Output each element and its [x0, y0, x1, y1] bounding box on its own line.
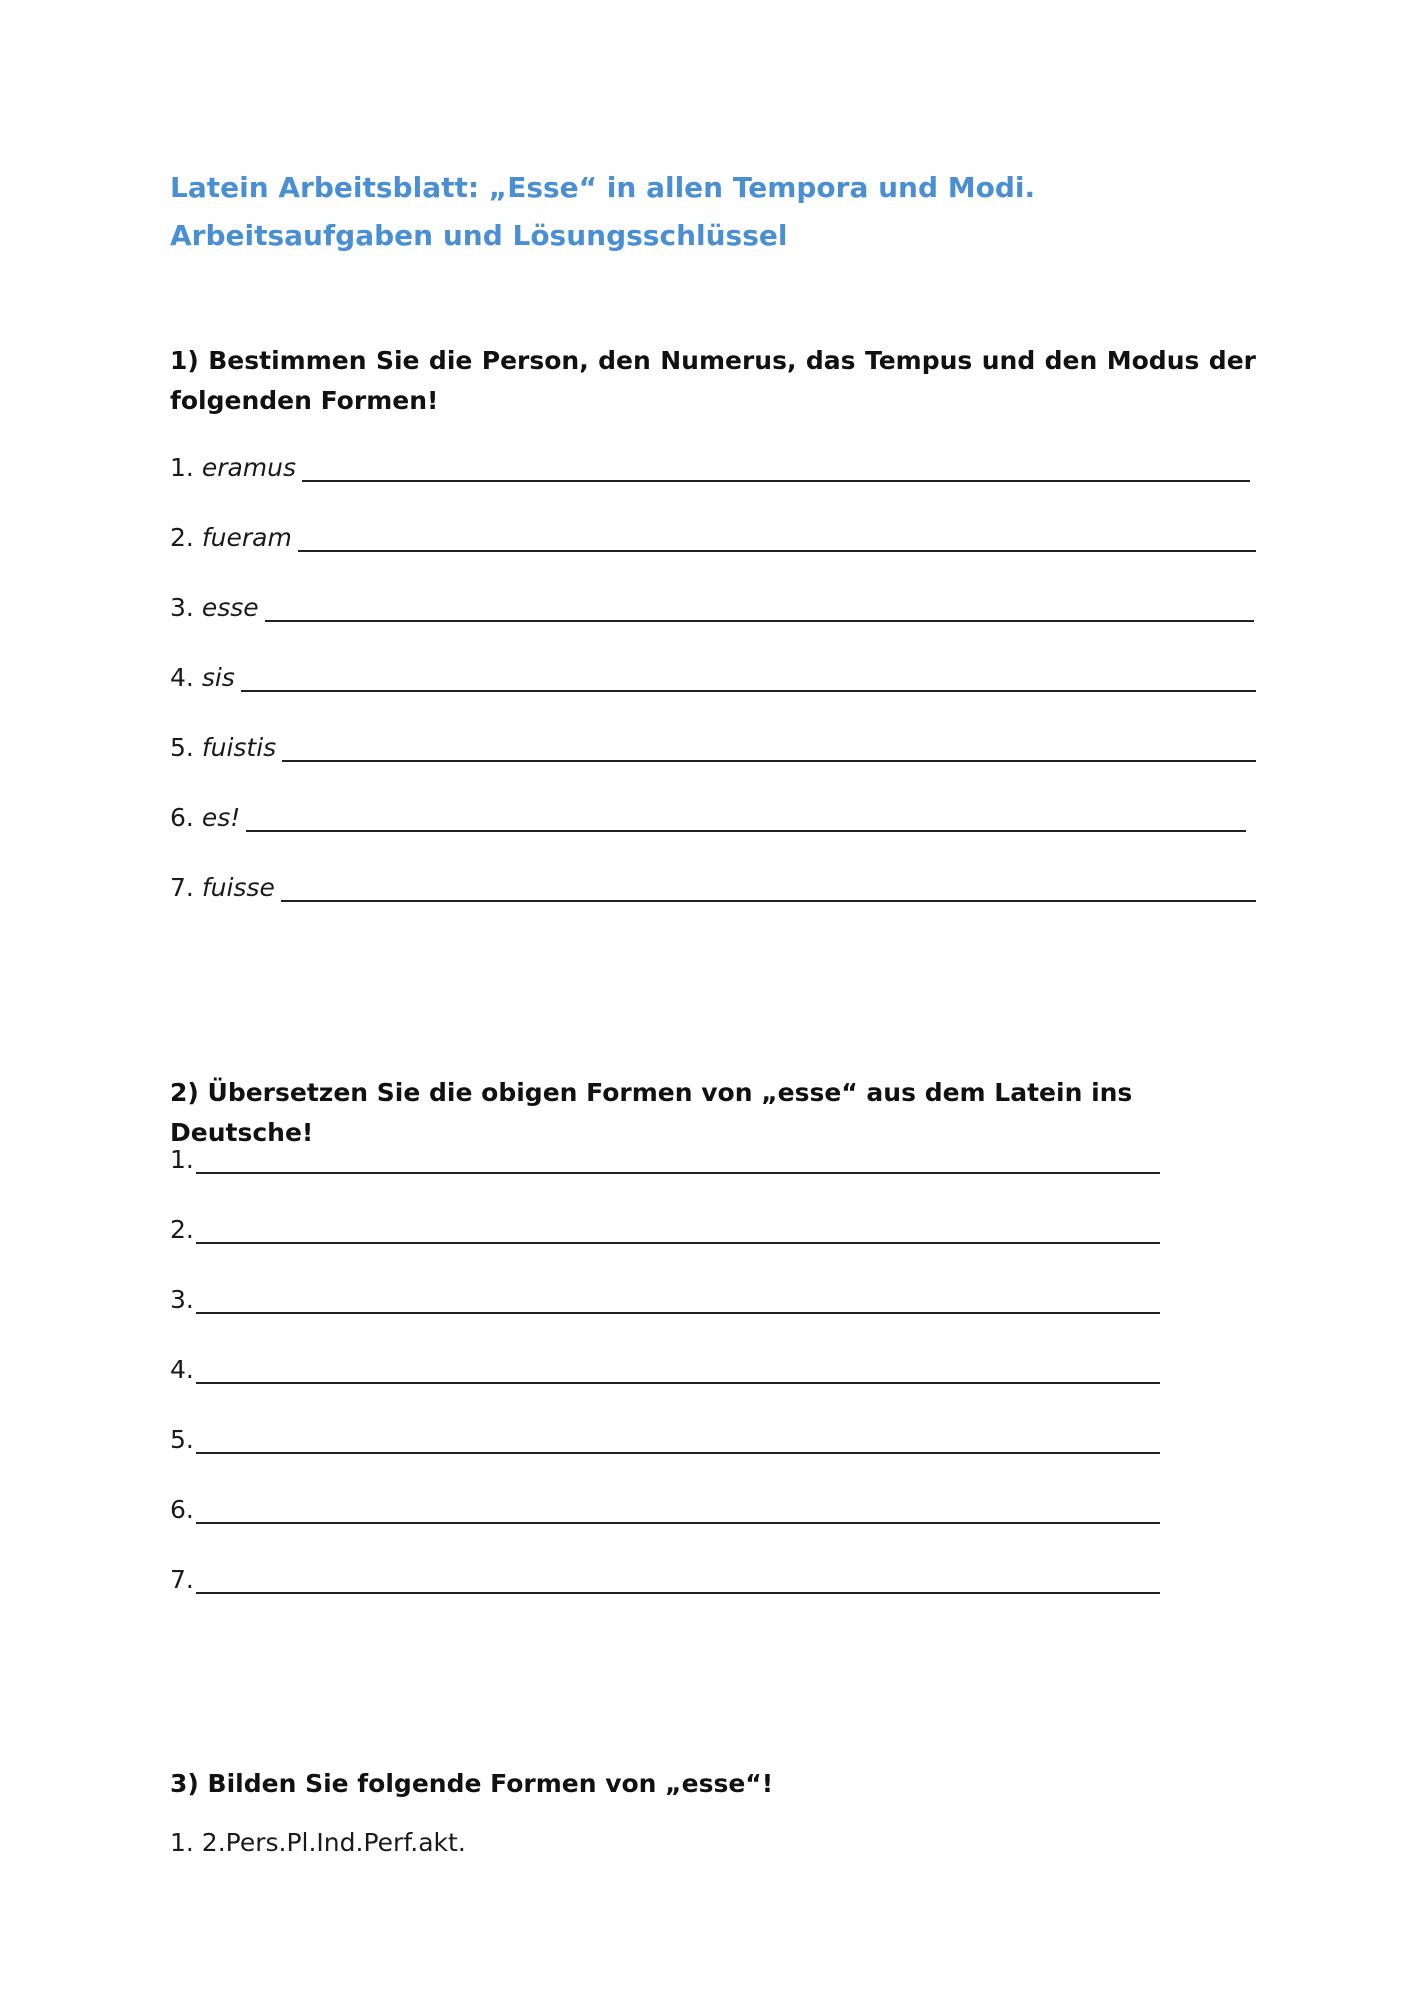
section-2-heading: 2) Übersetzen Sie die obigen Formen von „esse“ aus dem Latein ins Deutsche!	[170, 1078, 1133, 1147]
item-number: 6.	[170, 1495, 194, 1524]
answer-blank[interactable]	[196, 1494, 1160, 1524]
answer-blank[interactable]	[196, 1424, 1160, 1454]
latin-form: fuistis	[201, 733, 277, 762]
answer-blank[interactable]	[196, 1284, 1160, 1314]
answer-blank[interactable]	[196, 1144, 1160, 1174]
latin-form: eramus	[201, 453, 297, 482]
answer-blank[interactable]	[196, 1354, 1160, 1384]
latin-form: esse	[201, 593, 259, 622]
answer-line-2-3[interactable]	[170, 1274, 1160, 1314]
item-number: 4.	[170, 1355, 194, 1384]
task-item-3-1: 1. 2.Pers.Pl.Ind.Perf.akt.	[170, 1828, 466, 1857]
item-number: 1.	[170, 1145, 194, 1174]
answer-blank[interactable]	[302, 452, 1250, 482]
answer-blank[interactable]	[298, 522, 1256, 552]
latin-form: fueram	[201, 523, 292, 552]
answer-line-1-1[interactable]	[170, 442, 1250, 482]
answer-line-1-2[interactable]	[170, 512, 1256, 552]
item-number: 2.	[170, 1215, 194, 1244]
answer-blank[interactable]	[196, 1564, 1160, 1594]
answer-line-2-6[interactable]	[170, 1484, 1160, 1524]
item-number: 6.	[170, 803, 202, 832]
item-number: 1.	[170, 453, 202, 482]
answer-line-1-6[interactable]	[170, 792, 1246, 832]
item-number: 3.	[170, 593, 202, 622]
answer-line-1-5[interactable]	[170, 722, 1256, 762]
answer-line-2-5[interactable]	[170, 1414, 1160, 1454]
item-number: 3.	[170, 1285, 194, 1314]
item-number: 5.	[170, 1425, 194, 1454]
item-number: 5.	[170, 733, 202, 762]
item-number: 7.	[170, 1565, 194, 1594]
answer-blank[interactable]	[282, 732, 1256, 762]
section-1-heading: 1) Bestimmen Sie die Person, den Numerus, das Tempus und den Modus der folgenden Formen!	[170, 346, 1256, 415]
answer-line-2-1[interactable]	[170, 1134, 1160, 1174]
answer-blank[interactable]	[241, 662, 1256, 692]
latin-form: fuisse	[201, 873, 275, 902]
item-number: 2.	[170, 523, 202, 552]
answer-blank[interactable]	[265, 592, 1254, 622]
item-number: 4.	[170, 663, 202, 692]
latin-form: sis	[201, 663, 235, 692]
answer-blank[interactable]	[281, 872, 1256, 902]
answer-line-1-7[interactable]	[170, 862, 1256, 902]
answer-line-1-3[interactable]	[170, 582, 1254, 622]
worksheet-page	[170, 0, 1256, 2000]
answer-line-2-7[interactable]	[170, 1554, 1160, 1594]
answer-line-1-4[interactable]	[170, 652, 1256, 692]
answer-blank[interactable]	[196, 1214, 1160, 1244]
section-3-heading: 3) Bilden Sie folgende Formen von „esse“!	[170, 1769, 774, 1798]
item-number: 7.	[170, 873, 202, 902]
answer-line-2-2[interactable]	[170, 1204, 1160, 1244]
worksheet-title: Latein Arbeitsblatt: „Esse“ in allen Tempora und Modi. Arbeitsaufgaben und Lösungsschlüssel	[170, 171, 1036, 252]
answer-blank[interactable]	[246, 802, 1246, 832]
answer-line-2-4[interactable]	[170, 1344, 1160, 1384]
latin-form: es!	[201, 803, 241, 832]
